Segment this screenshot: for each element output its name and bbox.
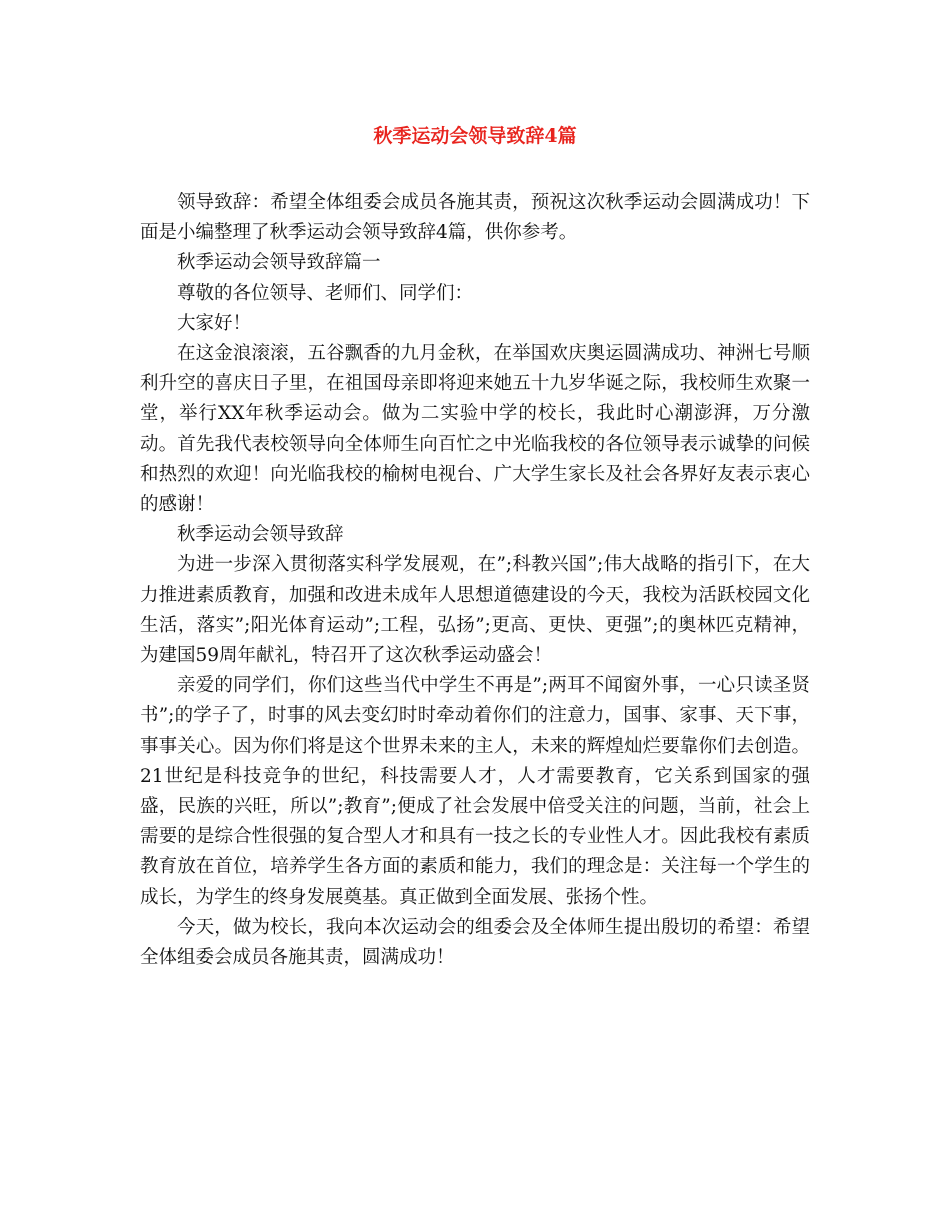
paragraph-hopes: 今天，做为校长，我向本次运动会的组委会及全体师生提出殷切的希望：希望全体组委会成员各施其责，圆满成功！: [140, 916, 810, 969]
paragraph-section-heading-1: 秋季运动会领导致辞篇一: [177, 252, 381, 274]
paragraph-greeting: 大家好！: [177, 312, 252, 334]
paragraph-section-heading-2: 秋季运动会领导致辞: [177, 524, 344, 546]
paragraph-opening: 在这金浪滚滚，五谷飘香的九月金秋，在举国欢庆奥运圆满成功、神洲七号顺利升空的喜庆日子里，在祖国母亲即将迎来她五十九岁华诞之际，我校师生欢聚一堂，举行XX年秋季运动会。做为二实验中学的校长，我此时心潮澎湃，万分激动。首先我代表校领导向全体师生向百忙之中光临我校的各位领导表示诚挚的问候和热烈的欢迎！向光临我校的榆树电视台、广大学生家长及社会各界好友表示衷心的感谢！: [140, 343, 810, 516]
document-title: 秋季运动会领导致辞4篇: [373, 125, 577, 147]
paragraph-students: 亲爱的同学们，你们这些当代中学生不再是”;两耳不闻窗外事，一心只读圣贤书”;的学子了，时事的风去变幻时时牵动着你们的注意力，国事、家事、天下事，事事关心。因为你们将是这个世界未来的主人，未来的辉煌灿烂要靠你们去创造。21世纪是科技竞争的世纪，科技需要人才，人才需要教育，它关系到国家的强盛，民族的兴旺，所以”;教育”;便成了社会发展中倍受关注的问题，当前，社会上需要的是综合性很强的复合型人才和具有一技之长的专业性人才。因此我校有素质教育放在首位，培养学生各方面的素质和能力，我们的理念是：关注每一个学生的成长，为学生的终身发展奠基。真正做到全面发展、张扬个性。: [140, 675, 810, 908]
paragraph-intro: 领导致辞：希望全体组委会成员各施其责，预祝这次秋季运动会圆满成功！下面是小编整理了秋季运动会领导致辞4篇，供你参考。: [140, 192, 810, 244]
paragraph-purpose: 为进一步深入贯彻落实科学发展观，在”;科教兴国”;伟大战略的指引下，在大力推进素质教育，加强和改进未成年人思想道德建设的今天，我校为活跃校园文化生活，落实”;阳光体育运动”;工程，弘扬”;更高、更快、更强”;的奥林匹克精神，为建国59周年献礼，特召开了这次秋季运动盛会！: [140, 554, 810, 667]
paragraph-salutation: 尊敬的各位领导、老师们、同学们：: [177, 282, 474, 304]
